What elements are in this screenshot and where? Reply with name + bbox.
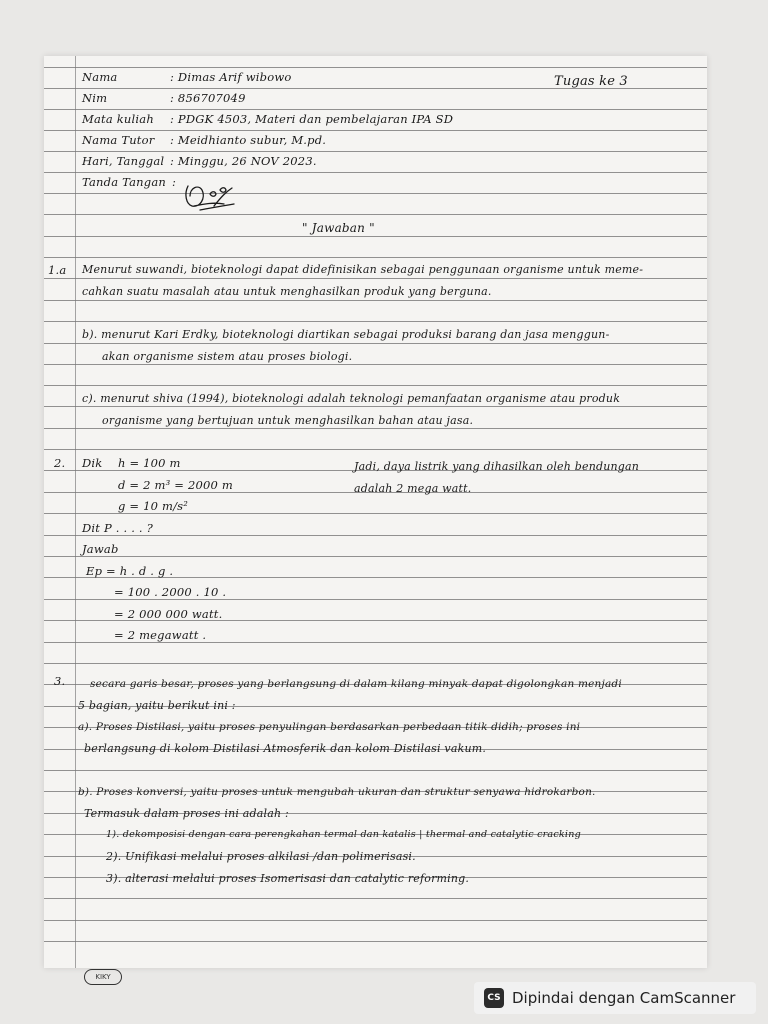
q2-jawab: Jawab	[82, 542, 119, 556]
q3-intro-2: 5 bagian, yaitu berikut ini :	[78, 699, 236, 712]
q2-step-1: = 100 . 2000 . 10 .	[114, 585, 227, 599]
notebook-page	[44, 56, 707, 981]
q2-d: d = 2 m³ = 2000 m	[118, 478, 233, 492]
jawaban-title: " Jawaban "	[302, 221, 375, 235]
q3-intro-1: secara garis besar, proses yang berlangsung di dalam kilang minyak dapat digolongkan menjadi	[90, 678, 622, 690]
q3b-item-3: 3). alterasi melalui proses Isomerisasi dan catalytic reforming.	[106, 872, 470, 885]
q2-dit: Dit P . . . . ?	[82, 521, 153, 535]
q2-dik: Dik	[82, 456, 103, 470]
q2-conclusion-2: adalah 2 mega watt.	[354, 482, 472, 495]
q2-number: 2.	[54, 456, 66, 470]
q3a-line-1: a). Proses Distilasi, yaitu proses penyulingan berdasarkan perbedaan titik didih; proses ini	[78, 721, 581, 733]
q1b-line-2: akan organisme sistem atau proses biologi.	[102, 350, 353, 363]
q1-number: 1.a	[48, 263, 67, 277]
notebook-brand-mark: KIKY	[84, 969, 122, 985]
q3b-item-2: 2). Unifikasi melalui proses alkilasi /dan polimerisasi.	[106, 850, 416, 863]
camscanner-icon: CS	[484, 988, 504, 1008]
signature-image	[180, 180, 242, 212]
q2-conclusion-1: Jadi, daya listrik yang dihasilkan oleh bendungan	[354, 460, 640, 473]
hari-value: : Minggu, 26 NOV 2023.	[170, 154, 317, 168]
tutor-value: : Meidhianto subur, M.pd.	[170, 133, 327, 147]
q1c-line-1: c). menurut shiva (1994), bioteknologi adalah teknologi pemanfaatan organisme atau produk	[82, 392, 621, 405]
ttd-value: :	[172, 175, 177, 189]
nim-label: Nim	[82, 91, 108, 105]
tugas-label: Tugas ke 3	[554, 74, 628, 89]
hari-label: Hari, Tanggal	[82, 154, 165, 168]
camscanner-watermark	[474, 982, 756, 1014]
q2-g: g = 10 m/s²	[118, 499, 189, 513]
q1c-line-2: organisme yang bertujuan untuk menghasilkan bahan atau jasa.	[102, 414, 474, 427]
nama-label: Nama	[82, 70, 118, 84]
q3b-item-1: 1). dekomposisi dengan cara perengkahan termal dan katalis | thermal and catalytic cracking	[106, 829, 581, 840]
ttd-label: Tanda Tangan	[82, 175, 166, 189]
q1b-line-1: b). menurut Kari Erdky, bioteknologi diartikan sebagai produksi barang dan jasa menggun-	[82, 328, 610, 341]
q3a-line-2: berlangsung di kolom Distilasi Atmosferik dan kolom Distilasi vakum.	[84, 742, 487, 755]
camscanner-text: Dipindai dengan CamScanner	[512, 989, 736, 1007]
left-margin-line	[75, 56, 76, 968]
q3b-line-1: b). Proses konversi, yaitu proses untuk mengubah ukuran dan struktur senyawa hidrokarbon.	[78, 786, 596, 798]
tutor-label: Nama Tutor	[82, 133, 155, 147]
q1a-line-1: Menurut suwandi, bioteknologi dapat didefinisikan sebagai penggunaan organisme untuk meme-	[82, 263, 644, 276]
matakuliah-label: Mata kuliah	[82, 112, 154, 126]
q2-step-2: = 2 000 000 watt.	[114, 607, 223, 621]
nim-value: : 856707049	[170, 91, 246, 105]
q3-number: 3.	[54, 674, 66, 688]
q2-step-3: = 2 megawatt .	[114, 628, 207, 642]
matakuliah-value: : PDGK 4503, Materi dan pembelajaran IPA SD	[170, 112, 454, 126]
q3b-line-2: Termasuk dalam proses ini adalah :	[84, 807, 289, 820]
q2-h: h = 100 m	[118, 456, 181, 470]
q2-ep: Ep = h . d . g .	[86, 564, 174, 578]
q1a-line-2: cahkan suatu masalah atau untuk menghasilkan produk yang berguna.	[82, 285, 492, 298]
nama-value: : Dimas Arif wibowo	[170, 70, 292, 84]
